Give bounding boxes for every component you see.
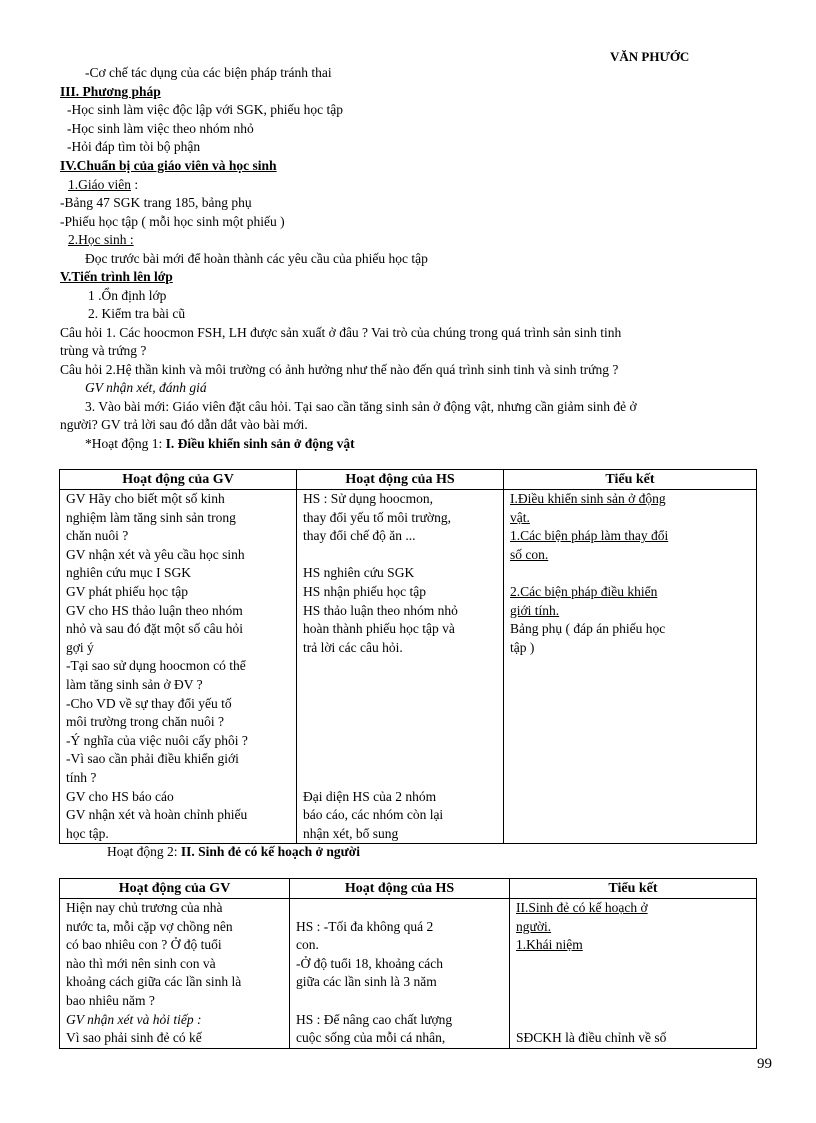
step-item: 2. Kiểm tra bài cũ: [88, 306, 186, 321]
step-3: 3. Vào bài mới: Giáo viên đặt câu hỏi. Tại sao cần tăng sinh sản ở động vật, nhưng cần giảm sinh đẻ ở: [85, 399, 637, 414]
cell-line: nghiệm làm tăng sinh sản trong: [66, 509, 236, 525]
cell-line: 1.Các biện pháp làm thay đổi: [510, 528, 669, 544]
cell-line: môi trường trong chăn nuôi ?: [66, 714, 225, 730]
teacher-colon: :: [131, 177, 139, 192]
step-item: 1 .Ổn định lớp: [88, 288, 167, 303]
cell-line: -Vì sao cần phải điều khiển giới: [66, 751, 239, 767]
step-3-cont: người? GV trả lời sau đó dẫn dắt vào bài mới.: [60, 417, 308, 432]
student-item: Đọc trước bài mới để hoàn thành các yêu cầu của phiếu học tập: [85, 251, 428, 266]
cell-line: người.: [516, 918, 552, 934]
student-title: 2.Học sinh :: [68, 232, 134, 247]
cell-line: 2.Các biện pháp điều khiển: [510, 583, 658, 599]
cell-line: có bao nhiêu con ? Ở độ tuổi: [66, 937, 222, 953]
activity-2-prefix: Hoạt động 2:: [107, 844, 181, 859]
section-title-methods: III. Phương pháp: [60, 84, 161, 99]
cell-line: nhỏ và sau đó đặt một số câu hỏi: [66, 621, 243, 637]
cell-line: HS : -Tối đa không quá 2: [296, 918, 434, 934]
section-title-procedure: V.Tiến trình lên lớp: [60, 269, 173, 284]
cell-line: GV Hãy cho biết một số kinh: [66, 491, 225, 506]
cell-line: bao nhiêu năm ?: [66, 992, 155, 1008]
cell-line: GV nhận xét và yêu cầu học sinh: [66, 546, 245, 562]
cell-line: báo cáo, các nhóm còn lại: [303, 807, 444, 823]
table-header: Hoạt động của HS: [290, 879, 510, 899]
summary-cell: [510, 899, 757, 1049]
cell-line: I.Điều khiển sinh sản ở động: [510, 491, 666, 506]
cell-line: HS : Sử dụng hoocmon,: [303, 491, 433, 506]
cell-line: 1.Khái niệm: [516, 937, 583, 953]
cell-line: HS nghiên cứu SGK: [303, 565, 415, 581]
cell-line: nhận xét, bổ sung: [303, 825, 399, 841]
teacher-activity-cell: [60, 490, 297, 844]
cell-line: tính ?: [66, 769, 97, 785]
cell-line: GV cho HS thảo luận theo nhóm: [66, 602, 243, 618]
cell-line: II.Sinh đẻ có kế hoạch ở: [516, 900, 648, 915]
cell-line: nước ta, mỗi cặp vợ chồng nên: [66, 918, 233, 934]
summary-cell: [504, 490, 757, 844]
section-title-preparation: IV.Chuẩn bị của giáo viên và học sinh: [60, 158, 277, 173]
method-item: -Học sinh làm việc độc lập với SGK, phiếu học tập: [67, 102, 343, 117]
table-header: Hoạt động của HS: [297, 470, 504, 490]
cell-line: Vì sao phải sinh đẻ có kế: [66, 1030, 202, 1046]
table-header: Hoạt động của GV: [60, 879, 290, 899]
cell-line: HS : Để nâng cao chất lượng: [296, 1011, 453, 1027]
cell-line: -Ở độ tuổi 18, khoảng cách: [296, 955, 443, 971]
cell-line: Bảng phụ ( đáp án phiếu học: [510, 621, 666, 637]
cell-line: GV phát phiếu học tập: [66, 583, 188, 599]
activity-2-table: [59, 878, 757, 1049]
teacher-item: -Bảng 47 SGK trang 185, bảng phụ: [60, 195, 252, 210]
question-2: Câu hỏi 2.Hệ thần kinh và môi trường có ảnh hưởng như thế nào đến quá trình sinh tinh và sinh trứng ?: [60, 362, 619, 377]
cell-line: chăn nuôi ?: [66, 528, 129, 544]
activity-1-title: I. Điều khiển sinh sản ở động vật: [165, 436, 355, 451]
cell-line: GV cho HS báo cáo: [66, 788, 174, 804]
cell-line: làm tăng sinh sản ở ĐV ?: [66, 676, 203, 692]
page-number: 99: [757, 1056, 772, 1072]
cell-line: con.: [296, 937, 319, 953]
activity-1-table: [59, 469, 757, 844]
header-author: VĂN PHƯỚC: [610, 49, 690, 64]
question-1-cont: trùng và trứng ?: [60, 343, 147, 358]
cell-line: Đại diện HS của 2 nhóm: [303, 788, 437, 804]
cell-line: SĐCKH là điều chỉnh về số: [516, 1030, 667, 1046]
student-activity-cell: [297, 490, 504, 844]
cell-line: vật.: [510, 509, 530, 525]
method-item: -Hỏi đáp tìm tòi bộ phận: [67, 139, 201, 154]
cell-line: học tập.: [66, 825, 109, 841]
cell-line: nào thì mới nên sinh con và: [66, 955, 216, 971]
cell-line: HS nhận phiếu học tập: [303, 583, 426, 599]
cell-line: -Cho VD về sự thay đổi yếu tố: [66, 695, 232, 711]
table-header: Tiểu kết: [504, 470, 757, 490]
cell-line: HS thảo luận theo nhóm nhỏ: [303, 602, 458, 618]
table-header: Hoạt động của GV: [60, 470, 297, 490]
student-activity-cell: [290, 899, 510, 1049]
cell-line: -Tại sao sử dụng hoocmon có thể: [66, 658, 246, 674]
activity-2-heading: [107, 843, 360, 861]
cell-line: GV nhận xét và hỏi tiếp :: [66, 1011, 202, 1027]
cell-line: thay đổi chế độ ăn ...: [303, 528, 416, 544]
teacher-item: -Phiếu học tập ( mỗi học sinh một phiếu ): [60, 214, 285, 229]
cell-line: hoàn thành phiếu học tập và: [303, 621, 455, 637]
activity-2-title: II. Sinh đẻ có kế hoạch ở người: [180, 844, 360, 859]
cell-line: số con.: [510, 546, 549, 562]
cell-line: khoảng cách giữa các lần sinh là: [66, 974, 242, 990]
cell-line: -Ý nghĩa của việc nuôi cấy phôi ?: [66, 732, 248, 748]
intro-line: -Cơ chế tác dụng của các biện pháp tránh thai: [85, 65, 332, 80]
activity-1-prefix: *Hoạt động 1:: [85, 436, 166, 451]
cell-line: giữa các lần sinh là 3 năm: [296, 974, 437, 990]
cell-line: giới tính.: [510, 602, 560, 618]
cell-line: tập ): [510, 639, 535, 655]
method-item: -Học sinh làm việc theo nhóm nhỏ: [67, 121, 254, 136]
cell-line: gợi ý: [66, 639, 94, 655]
teacher-heading: [68, 176, 138, 194]
teacher-activity-cell: [60, 899, 290, 1049]
cell-line: cuộc sống của mỗi cá nhân,: [296, 1030, 446, 1046]
gv-evaluation: GV nhận xét, đánh giá: [85, 380, 207, 395]
cell-line: trả lời các câu hỏi.: [303, 639, 403, 655]
table-header: Tiểu kết: [510, 879, 757, 899]
teacher-title: 1.Giáo viên: [68, 177, 131, 192]
cell-line: thay đổi yếu tố môi trường,: [303, 509, 451, 525]
question-1: Câu hỏi 1. Các hoocmon FSH, LH được sản xuất ở đâu ? Vai trò của chúng trong quá trình sản sinh tinh: [60, 325, 622, 340]
cell-line: GV nhận xét và hoàn chỉnh phiếu: [66, 807, 248, 823]
activity-1-heading: [85, 435, 355, 453]
cell-line: Hiện nay chủ trương của nhà: [66, 900, 223, 915]
cell-line: nghiên cứu mục I SGK: [66, 565, 192, 581]
